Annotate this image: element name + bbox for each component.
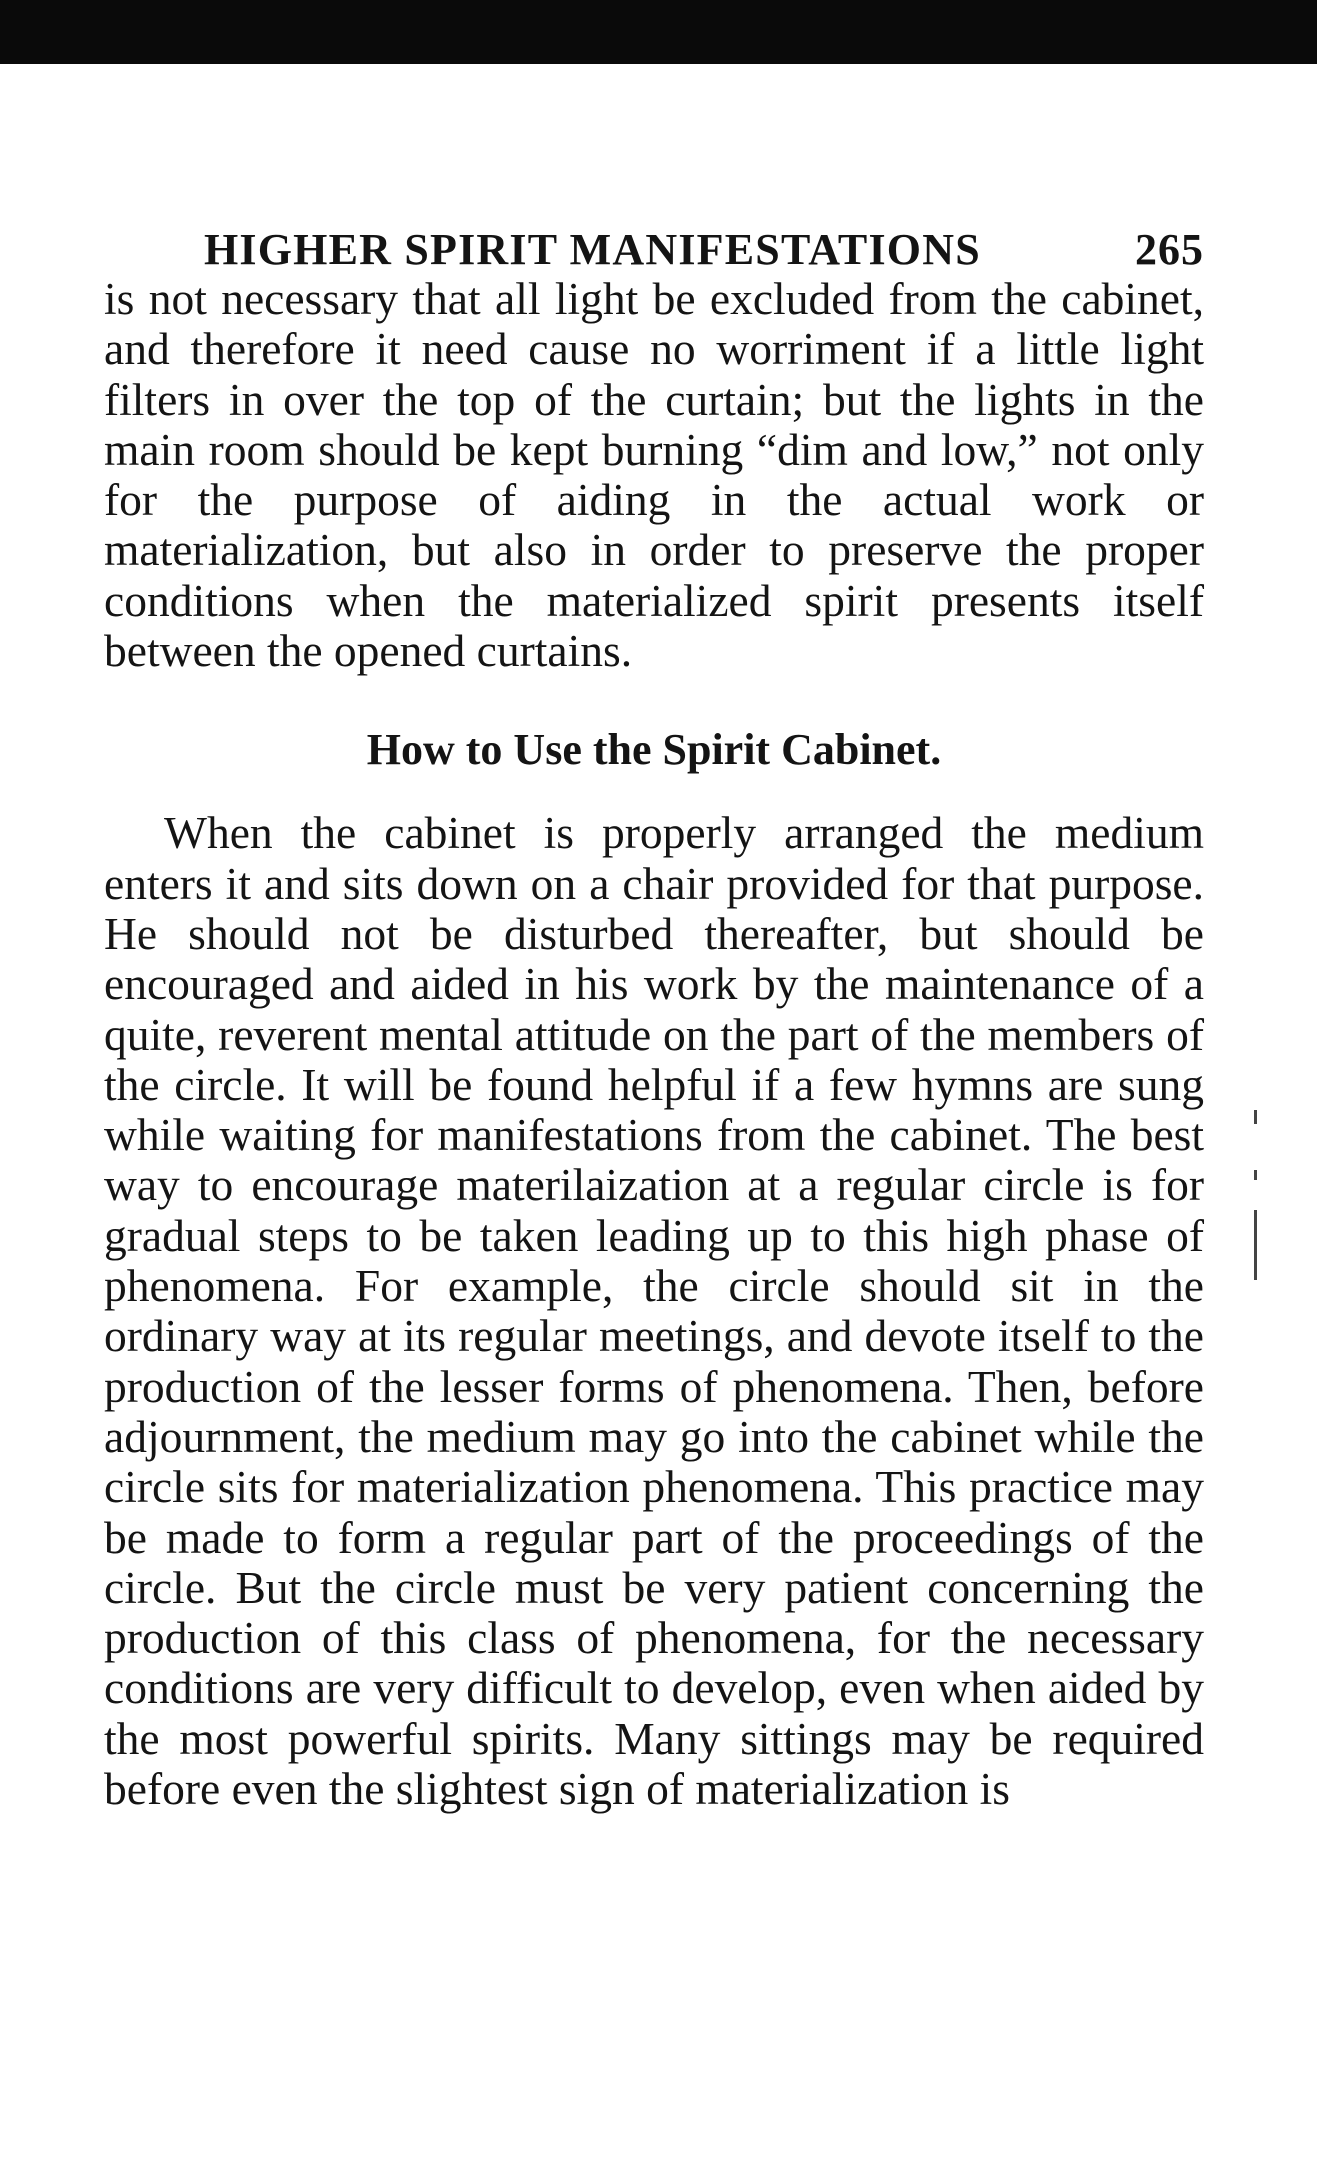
book-page	[104, 222, 1204, 1814]
margin-ink-mark	[1254, 1110, 1257, 1124]
section-heading: How to Use the Spirit Cabinet.	[366, 725, 942, 775]
running-head-title: HIGHER SPIRIT MANIFESTATIONS	[204, 225, 981, 274]
paragraph-body: When the cabinet is properly arranged the medium enters it and sits down on a chair provided for that purpose. He should not be disturbed thereafter, but should be encouraged and aided in his work by the maintenance of a quite, reverent mental attitude on the part of the members of the circle. It will be found helpful if a few hymns are sung while waiting for manifestations from the cabinet. The best way to encourage materilaization at a regular circle is for gradual steps to be taken leading up to this high phase of phenomena. For example, the circle should sit in the ordinary way at its regular meetings, and devote itself to the production of the lesser forms of phenomena. Then, before adjournment, the medium may go into the cabinet while the circle sits for materialization phenomena. This practice may be made to form a regular part of the proceedings of the circle. But the circle must be very patient concerning the production of this class of phenomena, for the necessary conditions are very difficult to develop, even when aided by the most powerful spirits. Many sittings may be required before even the slightest sign of materialization is	[104, 807, 1204, 1815]
margin-ink-mark	[1254, 1170, 1257, 1180]
margin-ink-mark	[1254, 1210, 1257, 1280]
page-number: 265	[1135, 225, 1204, 274]
running-head	[104, 222, 1204, 278]
scan-top-border	[0, 0, 1317, 64]
paragraph-continued: is not necessary that all light be excluded from the cabinet, and therefore it need cause no worriment if a little light filters in over the top of the curtain; but the lights in the main room should be kept burning “dim and low,” not only for the purpose of aiding in the actual work or materialization, but also in order to preserve the proper conditions when the materialized spirit presents itself between the opened curtains.	[104, 273, 1204, 677]
